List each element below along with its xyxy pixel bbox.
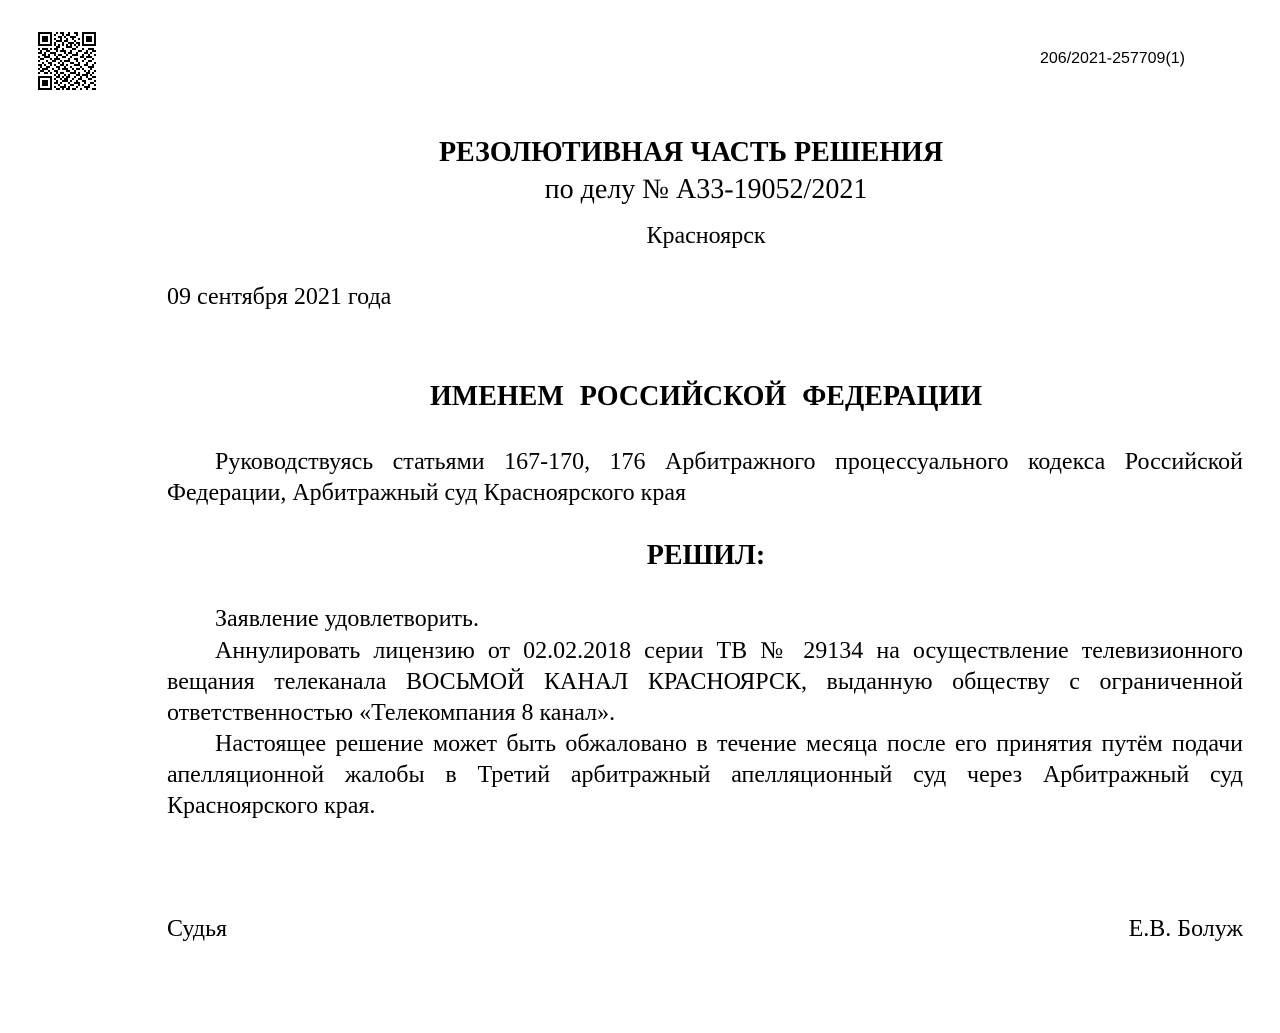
- decided-heading: РЕШИЛ:: [646, 540, 766, 571]
- guided-paragraph: Руководствуясь статьями 167-170, 176 Арбитражного процессуального кодекса Российской Федерации, Арбитражный суд Красноярского края: [167, 449, 1243, 506]
- ruling-paragraph-appeal: Настоящее решение может быть обжаловано в течение месяца после его принятия путём подачи апелляционной жалобы в Третий арбитражный апелляционный суд через Арбитражный суд Красноярского края.: [167, 731, 1243, 819]
- city: Красноярск: [646, 223, 766, 249]
- document-number: 206/2021-257709(1): [1040, 50, 1186, 67]
- ruling-paragraph-annul-license: Аннулировать лицензию от 02.02.2018 серии ТВ № 29134 на осуществление телевизионного вещания телеканала ВОСЬМОЙ КАНАЛ КРАСНОЯРСК, выданную обществу с ограниченной ответственностью «Телекомпания 8 канал».: [167, 638, 1243, 726]
- decision-date: 09 сентября 2021 года: [167, 284, 392, 310]
- case-number: по делу № А33-19052/2021: [544, 174, 868, 205]
- document-title: РЕЗОЛЮТИВНАЯ ЧАСТЬ РЕШЕНИЯ: [438, 137, 944, 168]
- judge-title: Судья: [167, 916, 228, 942]
- heading-russian-federation: ИМЕНЕМ РОССИЙСКОЙ ФЕДЕРАЦИИ: [430, 381, 982, 412]
- qr-code-icon: [38, 32, 96, 90]
- judge-name: Е.В. Болуж: [1128, 916, 1243, 942]
- ruling-paragraph-satisfy: Заявление удовлетворить.: [215, 606, 479, 632]
